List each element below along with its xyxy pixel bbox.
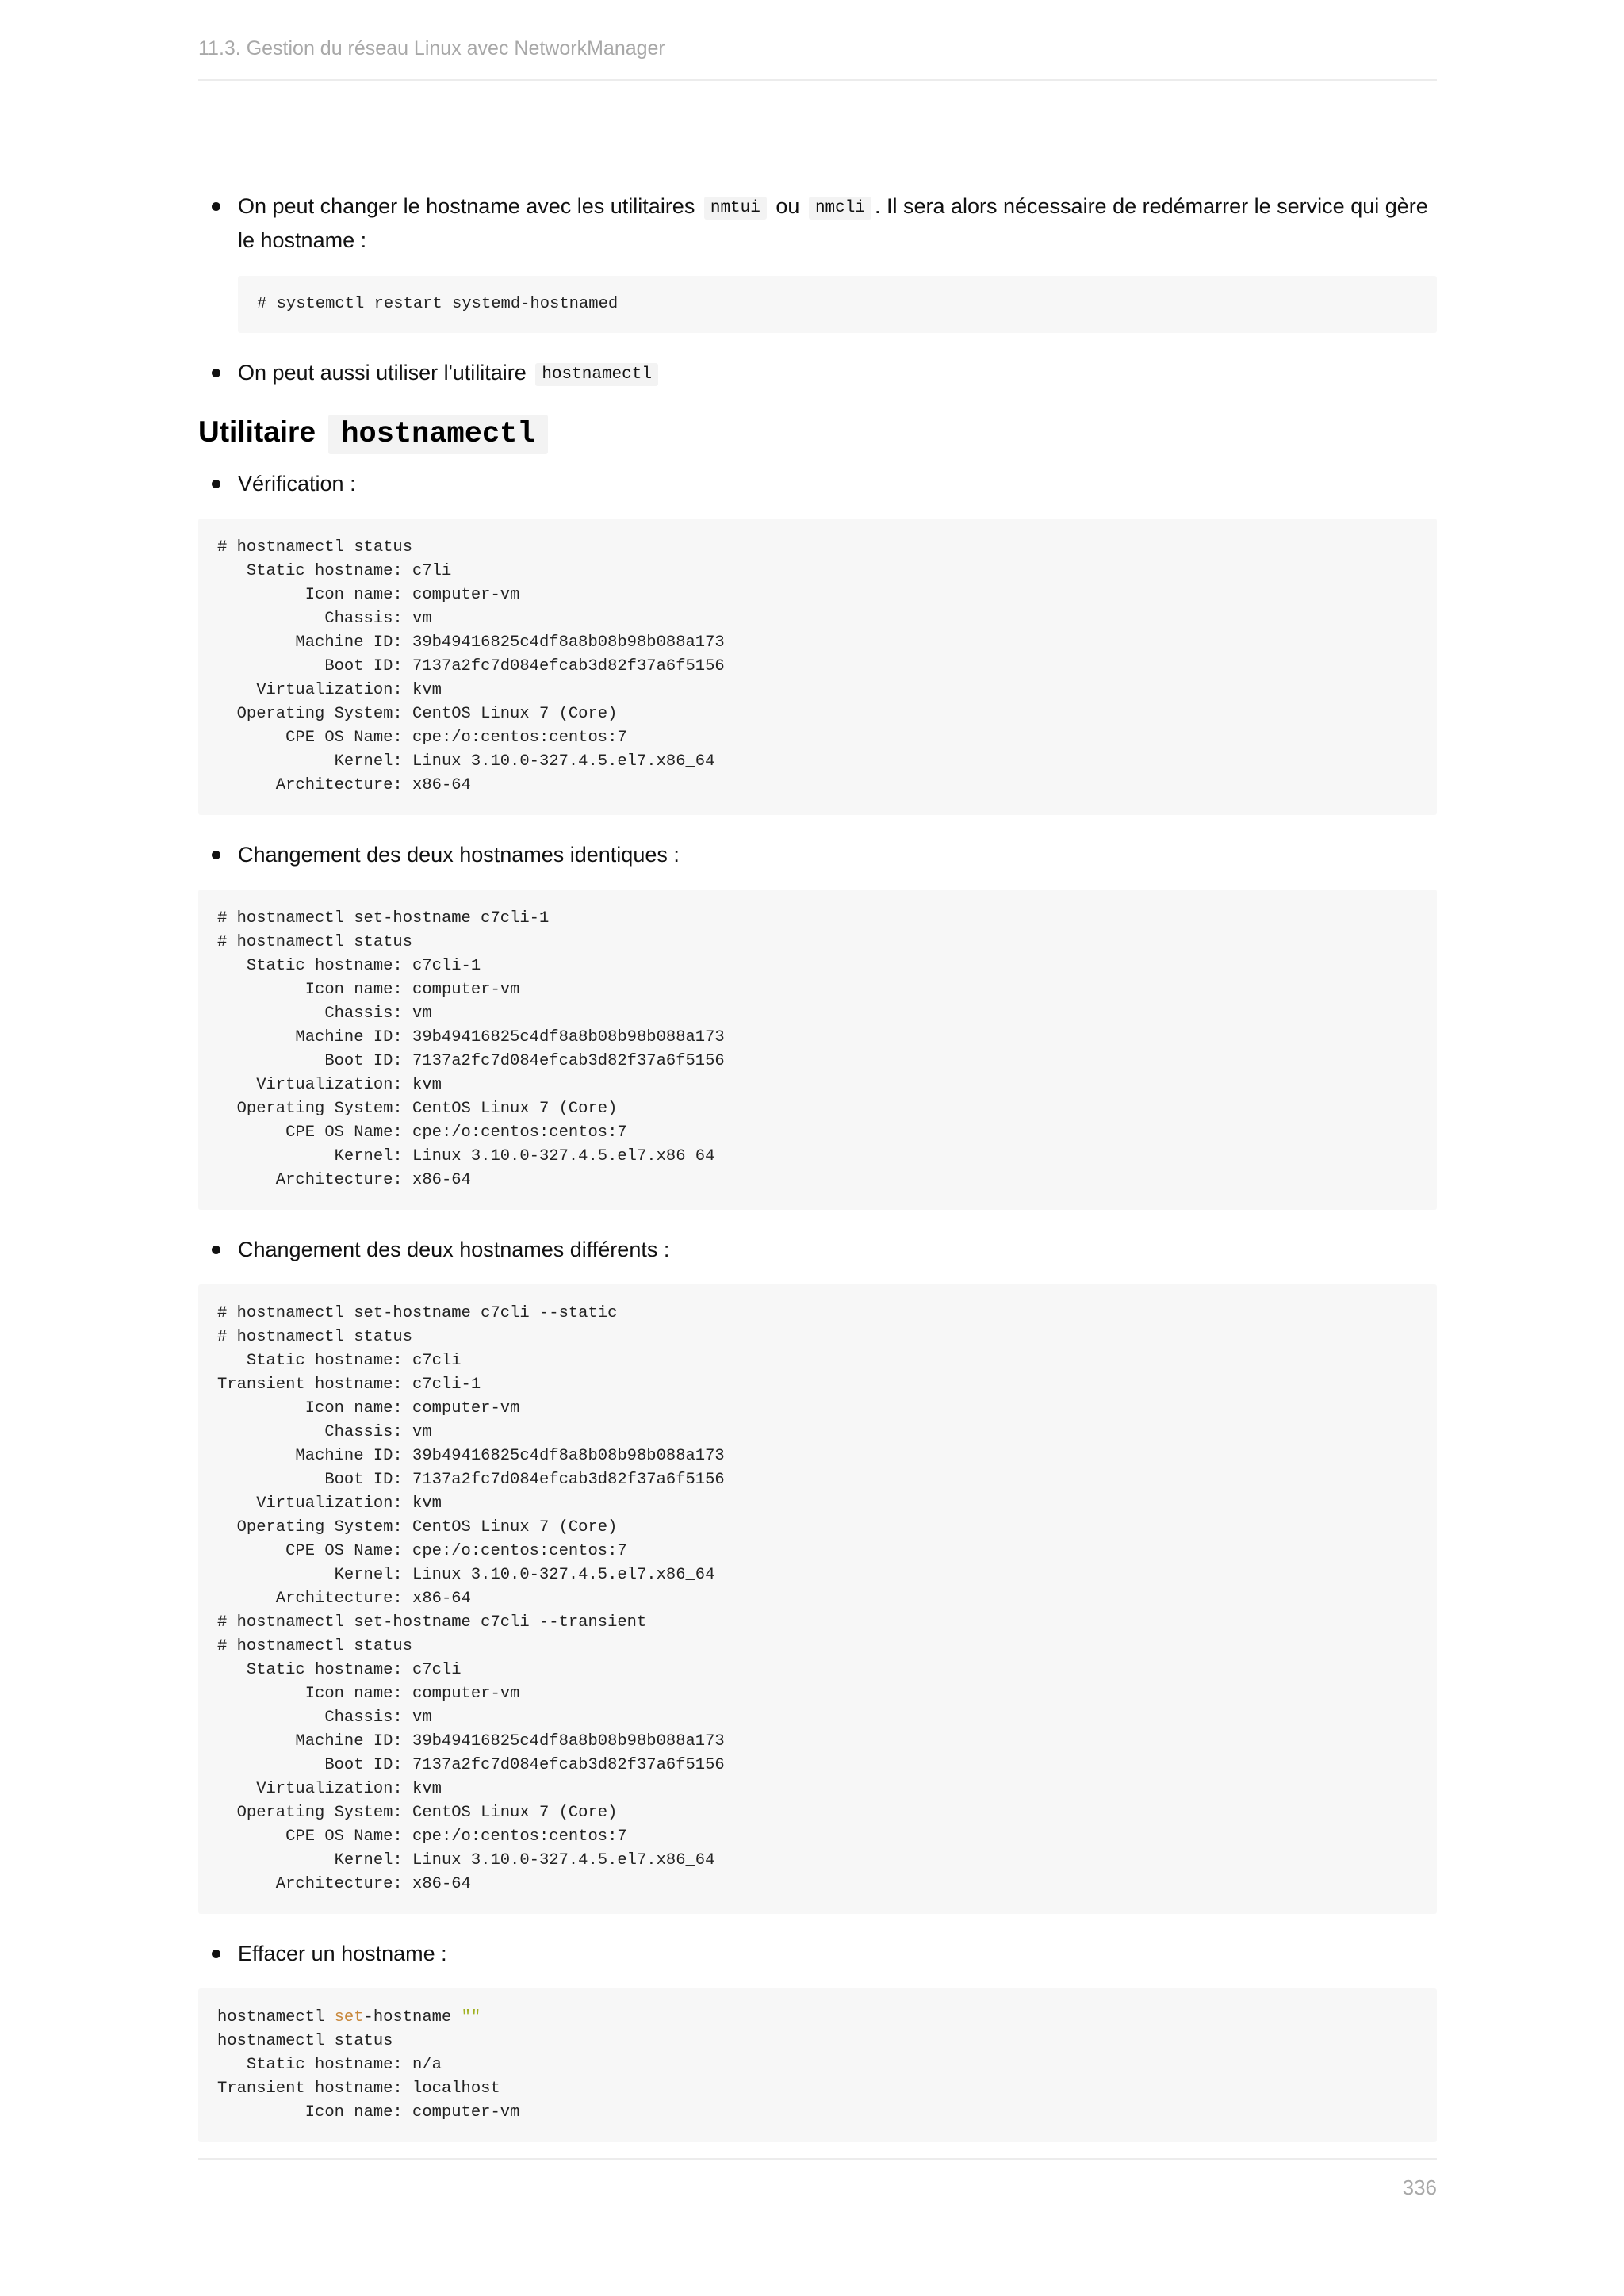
- bullet-text: On peut changer le hostname avec les utilitaires: [238, 194, 695, 218]
- code-text: hostnamectl: [217, 2008, 335, 2026]
- bullet-text: Changement des deux hostnames identiques :: [238, 843, 680, 867]
- bullet-dot: [212, 1246, 220, 1254]
- bullet-change-hostname: [198, 190, 1437, 256]
- bullet-text: Vérification :: [238, 472, 356, 496]
- bullet-erase-hostname: [198, 1938, 1437, 1969]
- code-string: "": [461, 2008, 481, 2026]
- header-divider: [198, 79, 1437, 81]
- bullet-verification: [198, 468, 1437, 499]
- bullet-text: . Il sera alors nécessaire de redémarrer le service qui gère le hostname :: [238, 194, 1428, 252]
- bullet-text: Effacer un hostname :: [238, 1942, 447, 1965]
- footer-divider: [198, 2158, 1437, 2160]
- section-heading-code: hostnamectl: [328, 415, 547, 454]
- bullet-different-hostnames: [198, 1234, 1437, 1265]
- inline-code-nmtui: nmtui: [704, 197, 767, 220]
- bullet-dot: [212, 1950, 220, 1958]
- bullet-hostnamectl-utility: [198, 357, 1437, 391]
- running-header: 11.3. Gestion du réseau Linux avec NetworkManager: [198, 37, 665, 59]
- inline-code-nmcli: nmcli: [809, 197, 871, 220]
- inline-code-hostnamectl: hostnamectl: [535, 363, 658, 386]
- code-block-identical: # hostnamectl set-hostname c7cli-1 # hostnamectl status Static hostname: c7cli-1 Icon name: computer-vm Chassis: vm Machine ID: 39b49416825c4df8a8b08b98b088a173 Boot ID: 7137a2fc7d084efcab3d82f37a6f5156 Virtualization: kvm Operating System: CentOS Linux 7 (Core) CPE OS Name: cpe:/o:centos:centos:7 Kernel: Linux 3.10.0-327.4.5.el7.x86_64 Architecture: x86-64: [198, 890, 1437, 1210]
- code-block-restart: # systemctl restart systemd-hostnamed: [238, 276, 1437, 333]
- bullet-dot: [212, 369, 220, 377]
- code-block-erase: [198, 1988, 1437, 2142]
- bullet-dot: [212, 480, 220, 488]
- section-heading: [198, 410, 1437, 457]
- page-number: 336: [1402, 2175, 1437, 2199]
- code-text: hostnamectl status Static hostname: n/a Transient hostname: localhost Icon name: computer-vm: [217, 2032, 520, 2122]
- section-heading-text: Utilitaire: [198, 415, 316, 448]
- bullet-identical-hostnames: [198, 839, 1437, 871]
- code-block-different: # hostnamectl set-hostname c7cli --static # hostnamectl status Static hostname: c7cli Transient hostname: c7cli-1 Icon name: computer-vm Chassis: vm Machine ID: 39b49416825c4df8a8b08b98b088a173 Boot ID: 7137a2fc7d084efcab3d82f37a6f5156 Virtualization: kvm Operating System: CentOS Linux 7 (Core) CPE OS Name: cpe:/o:centos:centos:7 Kernel: Linux 3.10.0-327.4.5.el7.x86_64 Architecture: x86-64 # hostnamectl set-hostname c7cli --transient # hostnamectl status Static hostname: c7cli Icon name: computer-vm Chassis: vm Machine ID: 39b49416825c4df8a8b08b98b088a173 Boot ID: 7137a2fc7d084efcab3d82f37a6f5156 Virtualization: kvm Operating System: CentOS Linux 7 (Core) CPE OS Name: cpe:/o:centos:centos:7 Kernel: Linux 3.10.0-327.4.5.el7.x86_64 Architecture: x86-64: [198, 1284, 1437, 1914]
- bullet-dot: [212, 202, 220, 211]
- code-block-verification: # hostnamectl status Static hostname: c7li Icon name: computer-vm Chassis: vm Machine ID: 39b49416825c4df8a8b08b98b088a173 Boot ID: 7137a2fc7d084efcab3d82f37a6f5156 Virtualization: kvm Operating System: CentOS Linux 7 (Core) CPE OS Name: cpe:/o:centos:centos:7 Kernel: Linux 3.10.0-327.4.5.el7.x86_64 Architecture: x86-64: [198, 519, 1437, 815]
- code-text: -hostname: [363, 2008, 462, 2026]
- bullet-text: ou: [776, 194, 800, 218]
- bullet-dot: [212, 851, 220, 859]
- page-content: [198, 190, 1437, 2142]
- bullet-text: On peut aussi utiliser l'utilitaire: [238, 361, 527, 385]
- code-keyword: set: [334, 2008, 364, 2026]
- bullet-text: Changement des deux hostnames différents :: [238, 1238, 670, 1261]
